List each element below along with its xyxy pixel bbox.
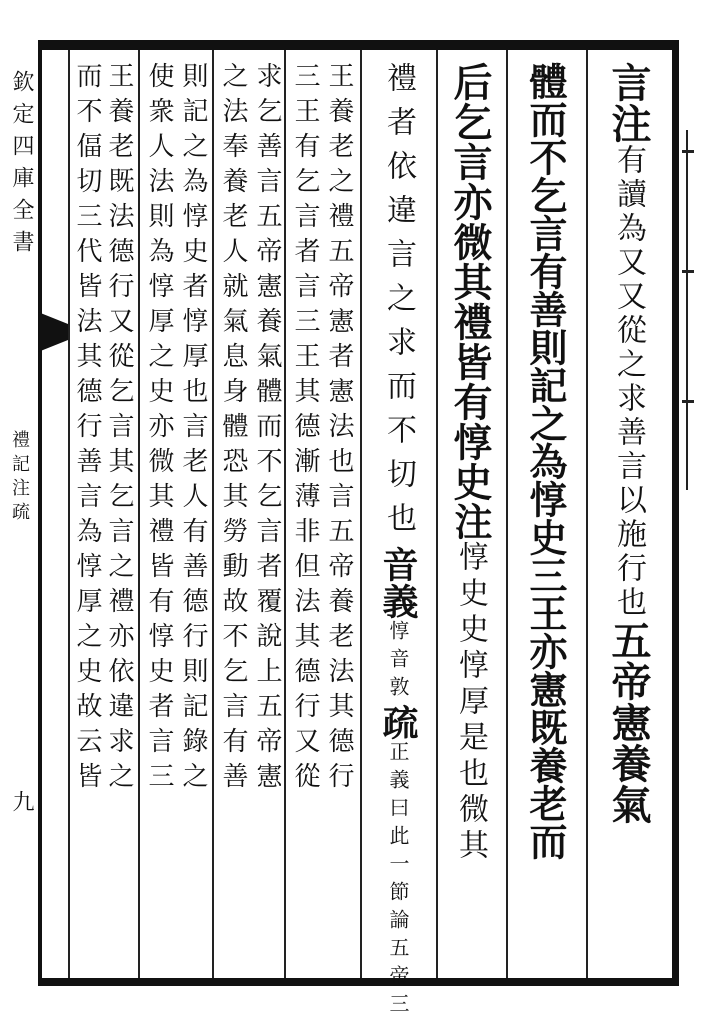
- annotation-marker: 注: [448, 502, 493, 541]
- text-column-2: 體而不乞言有善則記之為惇史三王亦憲既養老而: [523, 62, 568, 860]
- annotation-text: 有讀為又又從之求善言以施行也: [611, 144, 646, 620]
- column-rule: [506, 50, 508, 978]
- text-column-4: [377, 62, 419, 1021]
- edge-tick: [682, 270, 694, 273]
- commentary-column-10: 使衆人法則為惇厚之史亦微其禮皆有惇史者言三: [144, 62, 174, 797]
- text-column-1: [605, 62, 652, 825]
- commentary-column-12: 而不偪切三代皆法其德行善言為惇厚之史故云皆: [72, 62, 102, 797]
- commentary-column-5: 王養老之禮五帝憲者憲法也言五帝養老法其德行: [324, 62, 354, 797]
- edge-tick: [682, 400, 694, 403]
- edge-tick: [682, 150, 694, 153]
- column-rule: [138, 50, 140, 978]
- commentary-column-11: 王養老既法德行又從乞言其乞言之禮亦依違求之: [104, 62, 134, 797]
- shu-marker: 疏: [377, 704, 419, 741]
- column-rule: [212, 50, 214, 978]
- column-rule: [436, 50, 438, 978]
- main-text: 后乞言亦微其禮皆有惇史: [447, 62, 493, 502]
- book-title: 欽定四庫全書: [9, 70, 34, 262]
- pronunciation-note: 惇音敦: [386, 620, 410, 704]
- commentary-column-9: 則記之為惇史者惇厚也言老人有善德行則記錄之: [178, 62, 208, 797]
- page-edge-marks: [686, 130, 694, 490]
- column-rule: [68, 50, 70, 978]
- commentary-text: 正義曰此一節論五帝三: [386, 741, 410, 1021]
- column-rule: [586, 50, 588, 978]
- top-border: [38, 40, 678, 50]
- commentary-column-6: 三王有乞言者言三王其德漸薄非但法其德行又從: [290, 62, 320, 797]
- main-text: 五帝憲養氣: [605, 620, 652, 825]
- bottom-border: [38, 978, 678, 986]
- commentary-column-7: 求乞善言五帝憲養氣體而不乞言者覆說上五帝憲: [252, 62, 282, 797]
- text-column-3: [447, 62, 493, 865]
- column-rule: [284, 50, 286, 978]
- annotation-text: 惇史史惇厚是也微其: [453, 541, 488, 865]
- annotation-marker: 言注: [605, 62, 652, 144]
- annotation-text: 禮者依違言之求而不切也: [381, 62, 416, 546]
- page-number: 九: [9, 790, 34, 822]
- yinyi-marker: 音義: [377, 546, 419, 620]
- section-title: 禮記注疏: [9, 430, 30, 526]
- column-rule: [360, 50, 362, 978]
- left-border: [38, 40, 42, 986]
- right-border: [672, 40, 679, 986]
- fish-tail-mark: [38, 312, 68, 352]
- commentary-column-8: 之法奉養老人就氣息身體恐其勞動故不乞言有善: [218, 62, 248, 797]
